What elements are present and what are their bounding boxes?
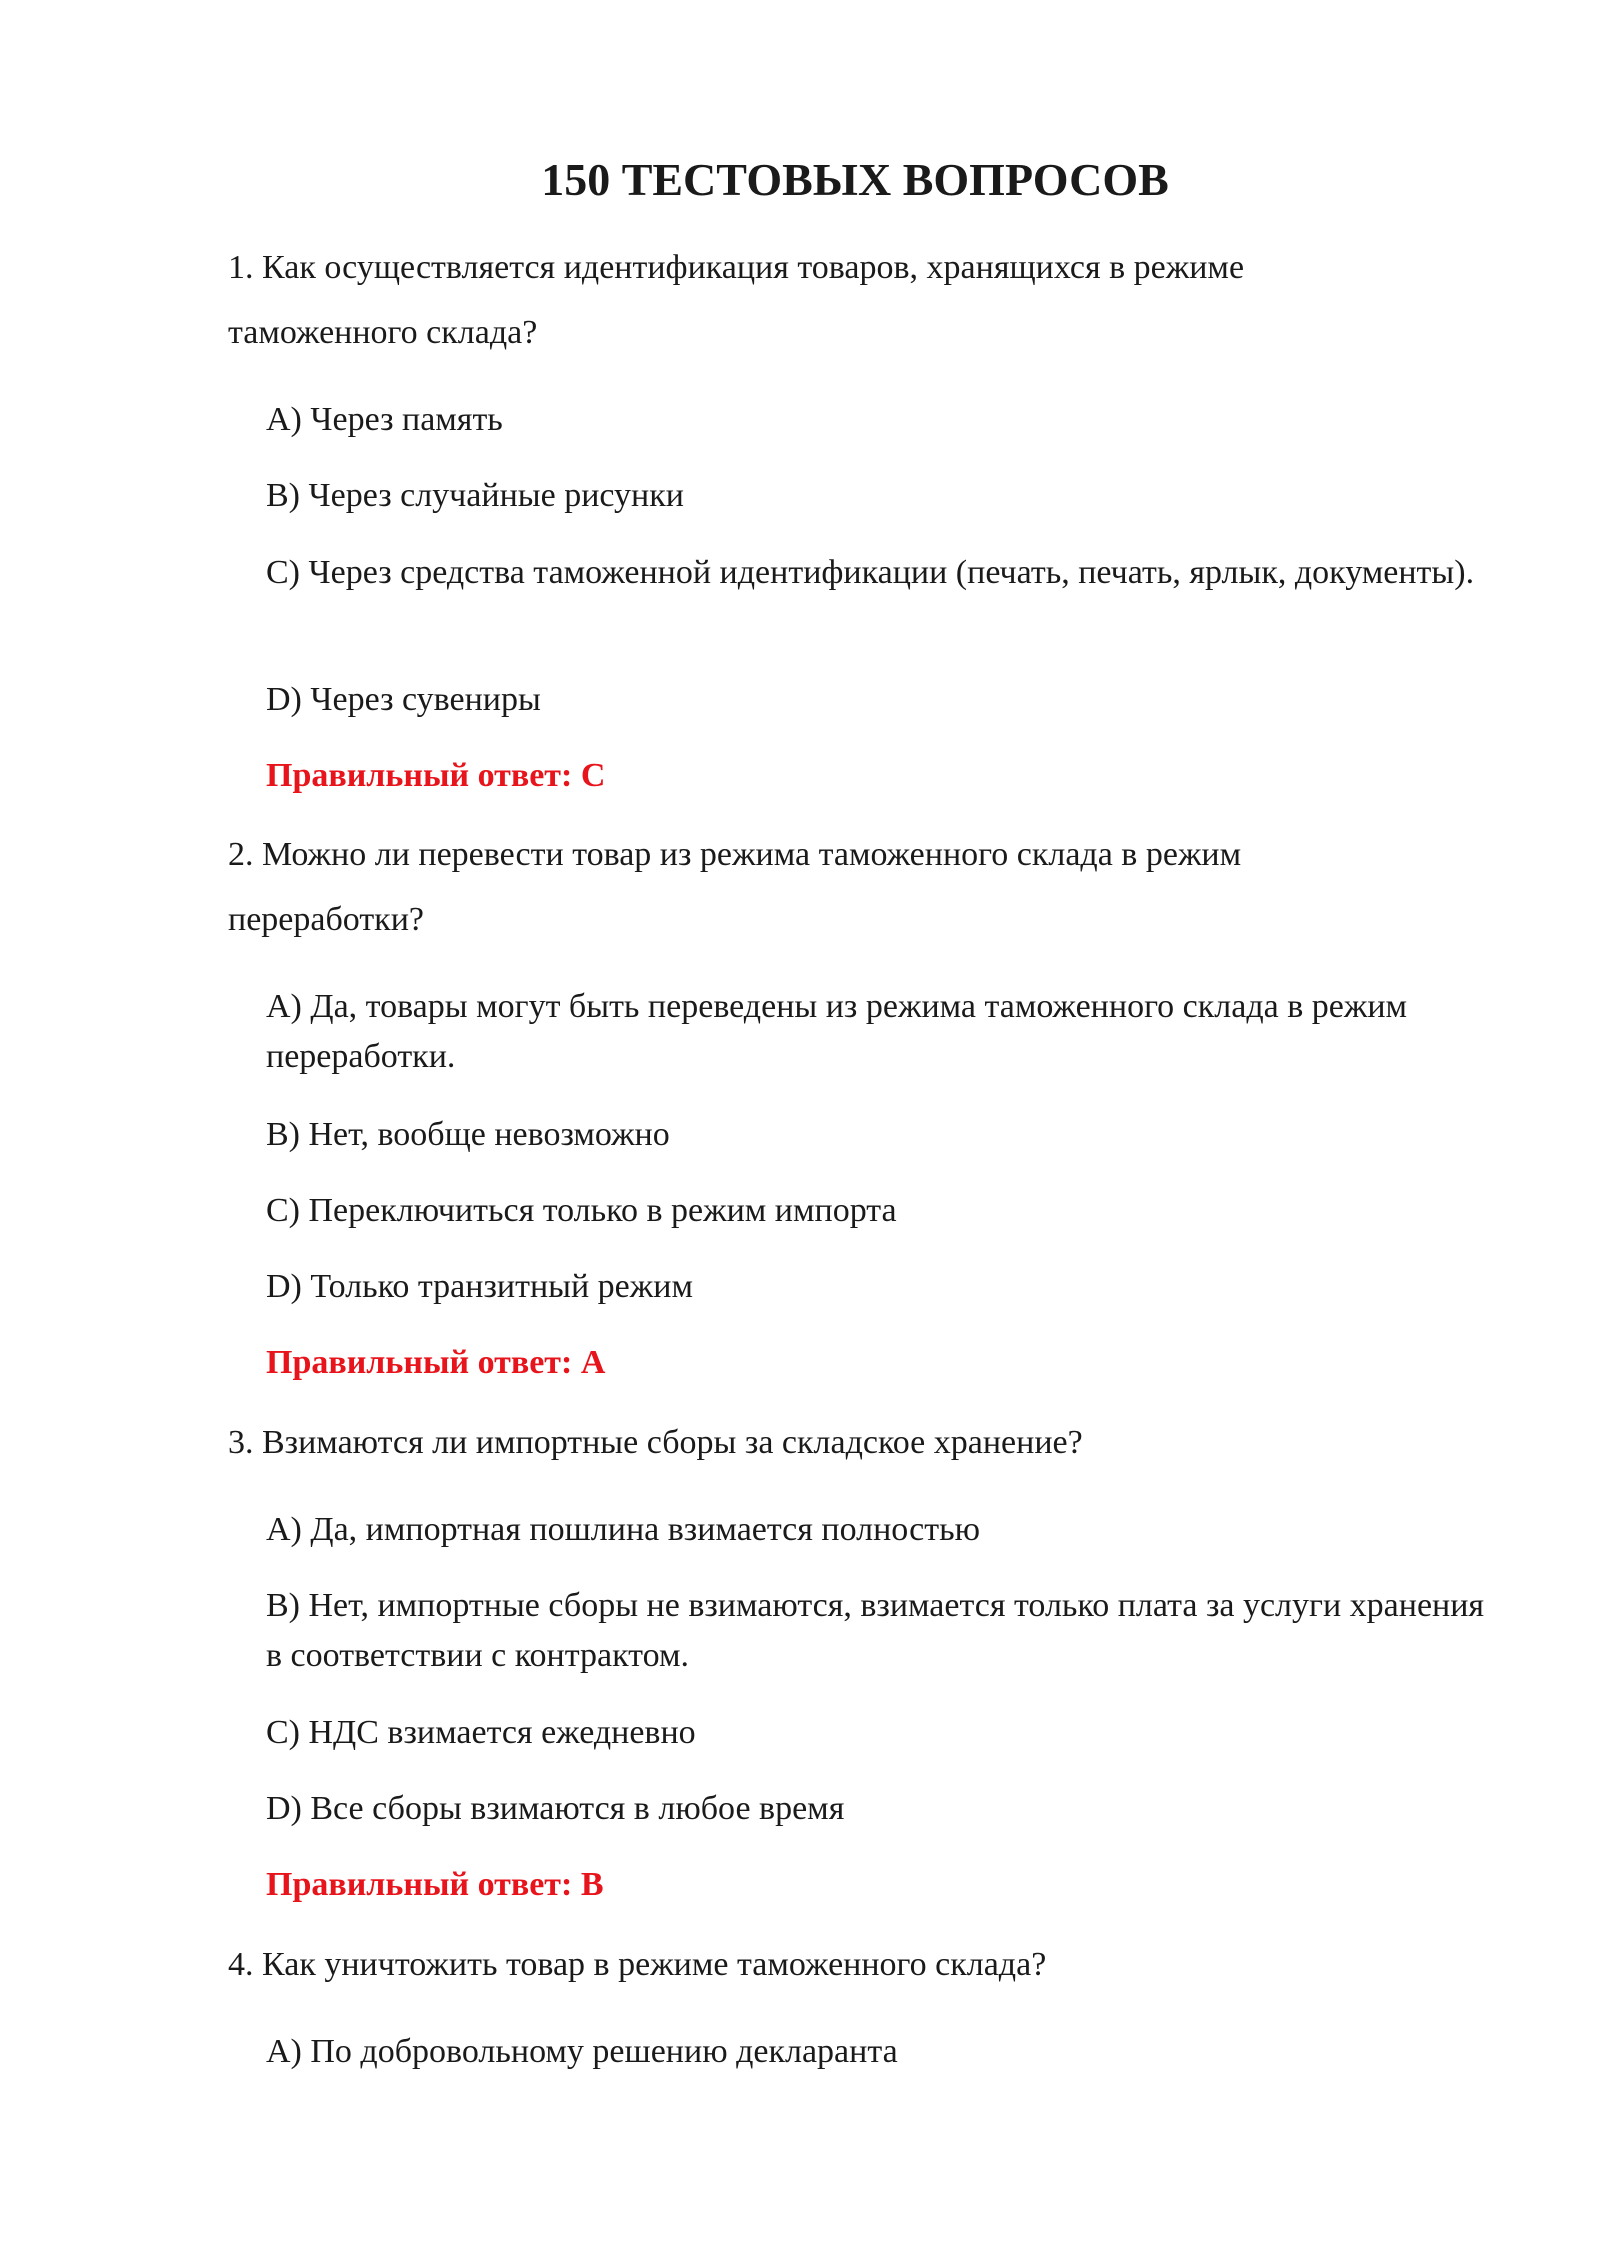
question-1-option-d: D) Через сувениры: [266, 681, 541, 718]
question-1-answer: Правильный ответ: C: [266, 757, 606, 794]
question-3-option-a: A) Да, импортная пошлина взимается полностью: [266, 1511, 980, 1548]
question-2-text: 2. Можно ли перевести товар из режима таможенного склада в режим переработки?: [228, 836, 1242, 938]
question-3-option-b: B) Нет, импортные сборы не взимаются, взимается только плата за услуги хранения в соответствии с контрактом.: [266, 1587, 1485, 1674]
document-title: 150 ТЕСТОВЫХ ВОПРОСОВ: [541, 154, 1169, 205]
question-2-option-b: B) Нет, вообще невозможно: [266, 1116, 670, 1153]
question-2-option-c: C) Переключиться только в режим импорта: [266, 1192, 897, 1229]
question-2-answer: Правильный ответ: A: [266, 1344, 606, 1381]
question-2-option-a: A) Да, товары могут быть переведены из режима таможенного склада в режим переработки.: [266, 988, 1408, 1075]
question-1-option-b: B) Через случайные рисунки: [266, 477, 684, 514]
question-3-option-d: D) Все сборы взимаются в любое время: [266, 1790, 845, 1827]
question-3-text: 3. Взимаются ли импортные сборы за складское хранение?: [228, 1424, 1083, 1461]
question-2-option-d: D) Только транзитный режим: [266, 1268, 693, 1305]
question-1-text: 1. Как осуществляется идентификация товаров, хранящихся в режиме таможенного склада?: [228, 249, 1245, 351]
question-4-text: 4. Как уничтожить товар в режиме таможенного склада?: [228, 1946, 1047, 1983]
question-1-option-c: C) Через средства таможенной идентификации (печать, печать, ярлык, документы).: [266, 554, 1475, 591]
question-4-option-a: A) По добровольному решению декларанта: [266, 2033, 898, 2070]
question-3-option-c: C) НДС взимается ежедневно: [266, 1714, 696, 1751]
question-1-option-a: A) Через память: [266, 401, 503, 438]
question-3-answer: Правильный ответ: B: [266, 1866, 604, 1903]
